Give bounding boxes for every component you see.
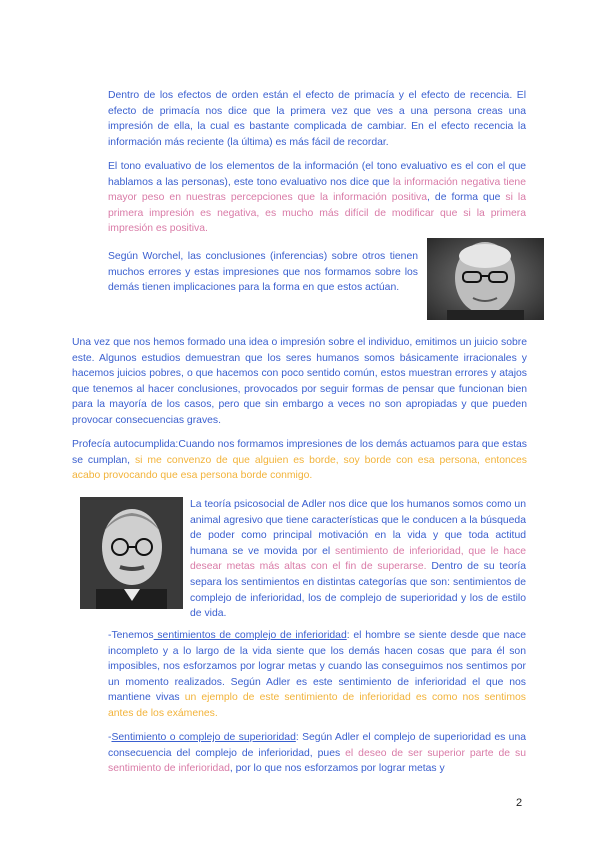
list-dash: -Tenemos	[108, 630, 154, 641]
highlight-superior-desire: el deseo de ser superior parte de su sentimiento de inferioridad	[108, 747, 526, 775]
highlight-exams-example: un ejemplo de este sentimiento de inferioridad es como nos sentimos antes de los exámenes.	[108, 692, 526, 719]
term-superiority-complex: Sentimiento o complejo de superioridad	[111, 732, 296, 743]
highlight-negative-info: la información negativa tiene mayor peso en nuestras percepciones que la información positiva	[108, 176, 526, 204]
highlight-example: si me convenzo de que alguien es borde, soy borde con esa persona, entonces acabo provocando que esa persona borde conmigo.	[72, 454, 527, 482]
text-run: , por lo que nos esforzamos por lograr metas y	[229, 763, 445, 775]
text-run: La teoría psicosocial de Adler nos dice que los humanos somos como un animal agresivo que tiene características que le conducen a la búsqueda de poder como principal motivación en la vida y que toda actitud humana se ve movida por el	[190, 499, 526, 557]
adler-portrait-photo	[80, 497, 183, 609]
text-run: : el hombre se siente desde que nace incompleto y a lo largo de la vida siente que los demás hacen cosas que para él son imposibles, nos esforzamos por lograr metas y cuando las conseguimos nos sentimos por un momento realizados. Según Adler es este sentimiento de inferioridad el que nos mantiene vivas	[108, 630, 526, 704]
list-dash: -	[108, 732, 112, 743]
page-number: 2	[516, 797, 523, 809]
text-run: Profecía autocumplida:Cuando nos formamos impresiones de los demás actuamos para que estas se cumplan,	[72, 439, 527, 466]
portrait-illustration	[427, 238, 544, 320]
paragraph-self-fulfilling-prophecy	[72, 437, 527, 484]
highlight-first-impression: si la primera impresión es negativa, es mucho más difícil de modificar que si la primera impresión es positiva.	[108, 192, 527, 235]
paragraph-worchel: Según Worchel, las conclusiones (inferencias) sobre otros tienen muchos errores y estas impresiones que nos formamos sobre los demás tienen implicaciones para la forma en que estos actúan.	[108, 251, 418, 294]
paragraph-superiority-complex	[108, 730, 526, 777]
text-run: Dentro de su teoría separa los sentimientos en distintas categorías que son: sentimientos de complejo de inferioridad, los de complejo de superioridad y los de estilo de vida.	[190, 561, 527, 620]
paragraph-judgments: Una vez que nos hemos formado una idea o impresión sobre el individuo, emitimos un juicio sobre este. Algunos estudios demuestran que los seres humanos somos básicamente irracionales y hacemos juicios pobres, o que hacemos con poco sentido común, estos muestran errores y atajos que tenemos al hacer conclusiones, provocados por seguir formas de pensar que funcionan bien para la mayoría de los casos, pero que sin embargo a veces no son apropiadas y que pueden provocar consecuencias graves.	[72, 337, 527, 426]
paragraph-evaluative-tone	[108, 159, 526, 237]
portrait-illustration	[80, 497, 183, 609]
text-run: El tono evaluativo de los elementos de la información (el tono evaluativo es el con el que hablamos a las personas), este tono evaluativo nos dice que	[108, 161, 526, 188]
term-inferiority-complex: sentimientos de complejo de inferioridad	[153, 630, 347, 641]
text-run: : Según Adler el complejo de superioridad es una consecuencia del complejo de inferioridad, pues	[108, 732, 526, 759]
highlight-inferiority: sentimiento de inferioridad, que le hace desear metas más altas con el fin de superarse.	[190, 545, 527, 573]
paragraph-adler-theory	[190, 497, 526, 622]
paragraph-inferiority-complex	[108, 628, 526, 722]
paragraph-order-effects: Dentro de los efectos de orden están el efecto de primacía y el efecto de recencia. El efecto de primacía nos dice que la primera vez que ves a una persona creas una impresión de ella, la cual es bastante complicada de cambiar. En el efecto recencia la información más reciente (la última) es más fácil de recordar.	[108, 90, 526, 148]
worchel-portrait-photo	[427, 238, 544, 320]
text-run: , de forma que	[427, 192, 506, 204]
